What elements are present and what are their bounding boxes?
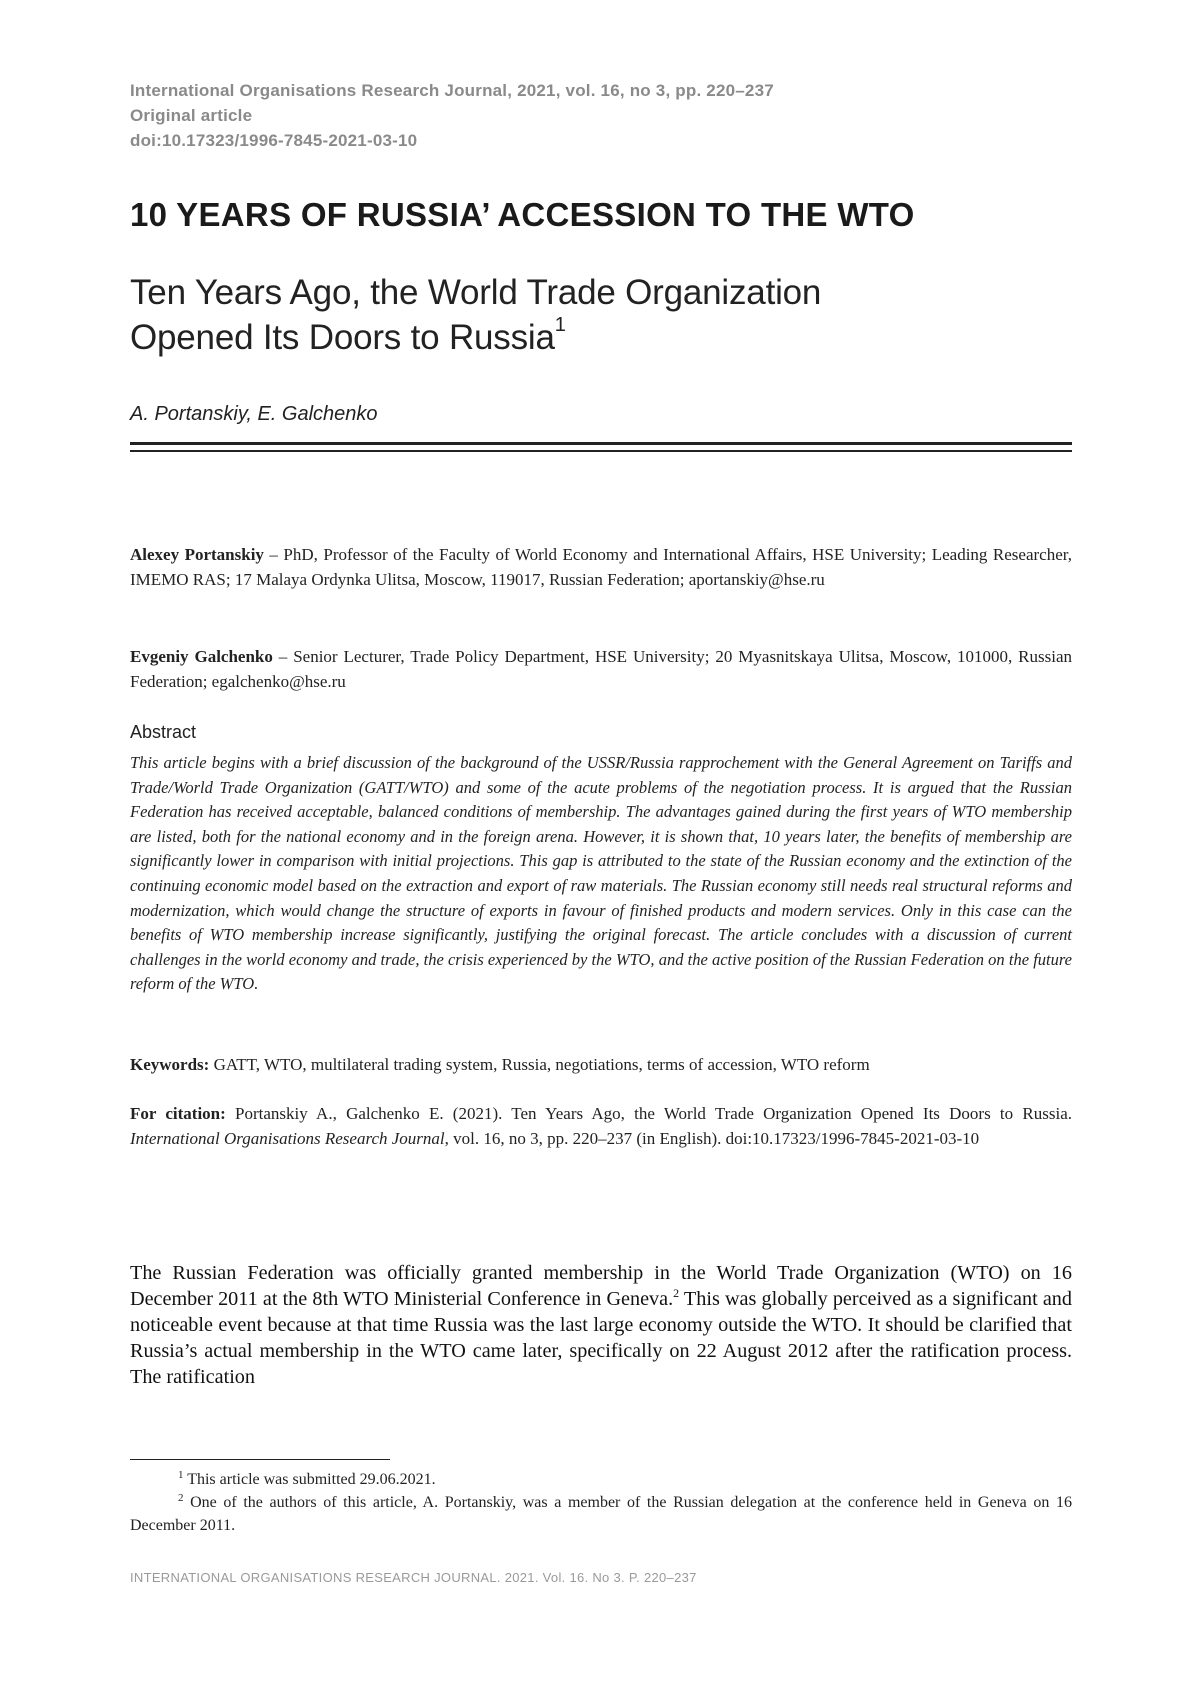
affiliation-2: [130, 644, 1072, 694]
article-title-line-2: [130, 315, 821, 360]
journal-citation-line: International Organisations Research Journal, 2021, vol. 16, no 3, pp. 220–237: [130, 81, 774, 100]
body-paragraph: [130, 1260, 1072, 1390]
affiliation-1: [130, 542, 1072, 592]
journal-meta: [130, 78, 774, 153]
citation-label: For citation:: [130, 1104, 226, 1123]
article-type: Original article: [130, 106, 253, 125]
footnote-divider: [130, 1459, 390, 1460]
divider-thin: [130, 450, 1072, 452]
title-divider: [130, 442, 1072, 452]
footnote-2-text: One of the authors of this article, A. Portanskiy, was a member of the Russian delegation at the conference held in Geneva on 16 December 2011.: [130, 1494, 1072, 1534]
footnote-ref-2[interactable]: 2: [673, 1286, 680, 1300]
keywords-text: GATT, WTO, multilateral trading system, Russia, negotiations, terms of accession, WTO reform: [209, 1055, 870, 1074]
footnote-1-text: This article was submitted 29.06.2021.: [183, 1471, 436, 1488]
keywords-label: Keywords:: [130, 1055, 210, 1074]
footnote-2-number: 2: [178, 1492, 184, 1504]
body-text-part-1: The Russian Federation was officially granted membership in the World Trade Organization (WTO) on 16 December 2011 at the 8th WTO Ministerial Conference in Geneva.: [130, 1262, 1072, 1310]
citation-text-before: Portanskiy A., Galchenko E. (2021). Ten Years Ago, the World Trade Organization Opened Its Doors to Russia.: [225, 1104, 1072, 1123]
citation-journal: International Organisations Research Journal: [130, 1129, 445, 1148]
abstract-text: This article begins with a brief discussion of the background of the USSR/Russia rapprochement with the General Agreement on Tariffs and Trade/World Trade Organization (GATT/WTO) and some of the acute problems of the negotiation process. It is argued that the Russian Federation has received acceptable, balanced conditions of membership. The advantages gained during the first years of WTO membership are listed, both for the national economy and in the foreign arena. However, it is shown that, 10 years later, the benefits of membership are significantly lower in comparison with initial projections. This gap is attributed to the state of the Russian economy and the extinction of the continuing economic model based on the extraction and export of raw materials. The Russian economy still needs real structural reforms and modernization, which would change the structure of exports in favour of finished products and modern services. Only in this case can the benefits of WTO membership increase significantly, justifying the original forecast. The article concludes with a discussion of current challenges in the world economy and trade, the crisis experienced by the WTO, and the active position of the Russian Federation on the future reform of the WTO.: [130, 753, 1072, 994]
citation-text-after: , vol. 16, no 3, pp. 220–237 (in English). doi:10.17323/1996-7845-2021-03-10: [444, 1129, 980, 1148]
footnote-1-number: 1: [178, 1469, 184, 1481]
citation: [130, 1101, 1072, 1151]
footnote-2: [130, 1491, 1072, 1537]
body-text-part-2: This was globally perceived as a significant and noticeable event because at that time Russia was the last large economy outside the WTO. It should be clarified that Russia’s actual membership in the WTO came later, specifically on 22 August 2012 after the ratification process. The ratification: [130, 1288, 1072, 1388]
abstract-heading: Abstract: [130, 722, 197, 742]
divider-thick: [130, 442, 1072, 445]
affiliation-1-name: Alexey Portanskiy: [130, 545, 264, 564]
article-title-line-1: Ten Years Ago, the World Trade Organization: [130, 273, 822, 312]
footnotes: [130, 1468, 1072, 1537]
section-title: 10 YEARS OF RUSSIA’ ACCESSION TO THE WTO: [130, 196, 915, 233]
article-title-line-2-text: Opened Its Doors to Russia: [130, 318, 555, 357]
doi-line: doi:10.17323/1996-7845-2021-03-10: [130, 131, 418, 150]
keywords: [130, 1052, 1072, 1077]
authors: A. Portanskiy, E. Galchenko: [130, 403, 378, 425]
running-footer: INTERNATIONAL ORGANISATIONS RESEARCH JOURNAL. 2021. Vol. 16. No 3. P. 220–237: [130, 1570, 697, 1585]
footnote-1: [130, 1468, 1072, 1491]
article-title: [130, 270, 821, 360]
footnote-ref-1[interactable]: 1: [554, 314, 566, 336]
affiliation-2-details: – Senior Lecturer, Trade Policy Department, HSE University; 20 Myasnitskaya Ulitsa, Moscow, 101000, Russian Federation; egalchenko@hse.ru: [130, 647, 1072, 691]
affiliation-2-name: Evgeniy Galchenko: [130, 647, 273, 666]
affiliation-1-details: – PhD, Professor of the Faculty of World Economy and International Affairs, HSE University; Leading Researcher, IMEMO RAS; 17 Malaya Ordynka Ulitsa, Moscow, 119017, Russian Federation; aportanskiy@hse.ru: [130, 545, 1072, 589]
